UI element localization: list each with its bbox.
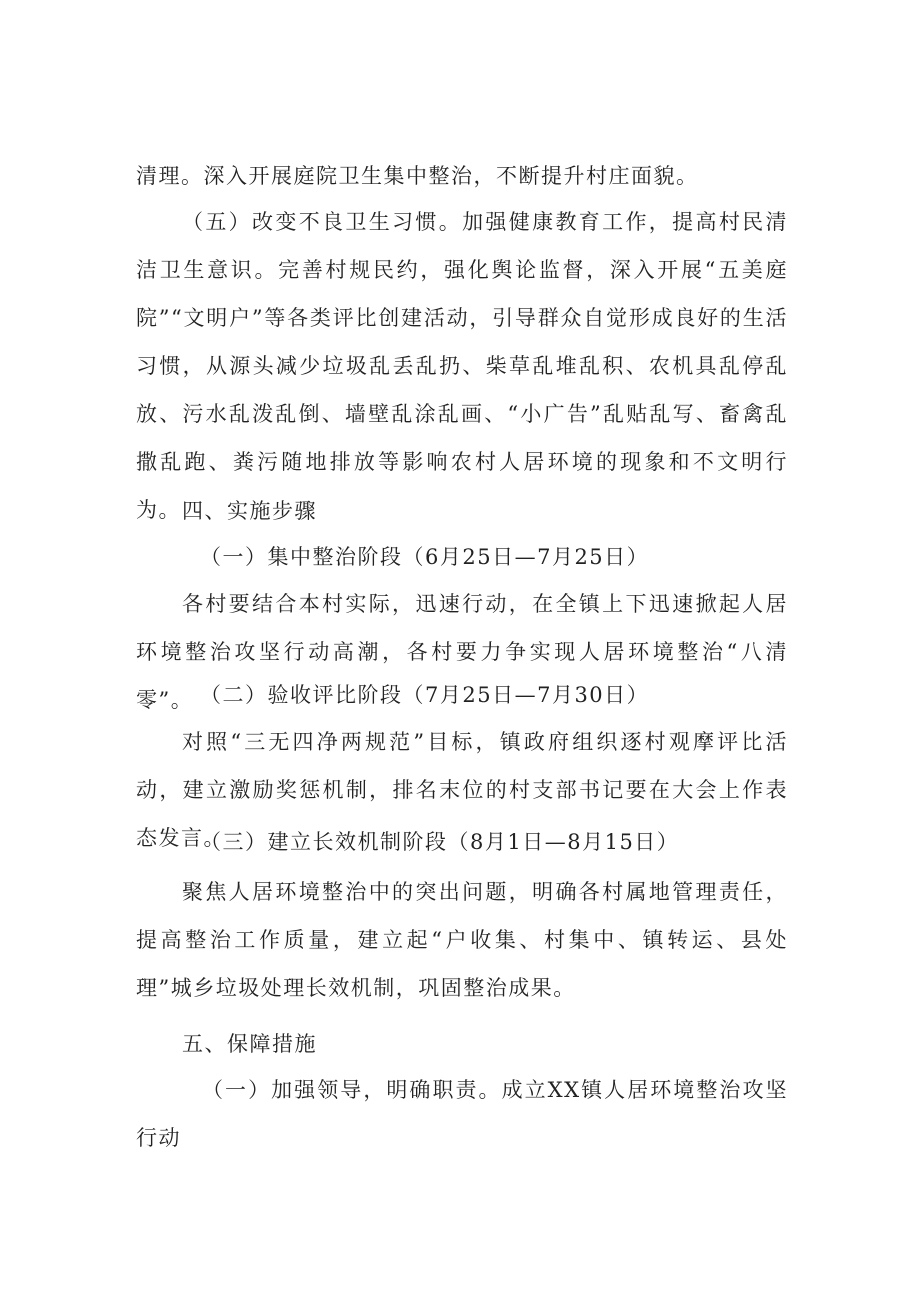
- paragraph-stage-1: 各村要结合本村实际，迅速行动，在全镇上下迅速掀起人居环境整治攻坚行动高潮，各村要力争实现人居环境整治“八清零”。: [136, 592, 788, 712]
- subheading-stage-1: （一）集中整治阶段（6月25日—7月25日）: [200, 545, 650, 569]
- paragraph-leadership: （一）加强领导，明确职责。成立XX镇人居环境整治攻坚行动: [136, 1078, 788, 1150]
- section-heading-steps: 四、实施步骤: [182, 499, 317, 523]
- subheading-stage-2: （二）验收评比阶段（7月25日—7月30日）: [200, 683, 650, 707]
- section-heading-safeguards: 五、保障措施: [182, 1032, 317, 1056]
- paragraph-stage-2: 对照“三无四净两规范”目标，镇政府组织逐村观摩评比活动，建立激励奖惩机制，排名末位的村支部书记要在大会上作表态发言。: [136, 730, 788, 850]
- paragraph-hygiene-habits: （五）改变不良卫生习惯。加强健康教育工作，提高村民清洁卫生意识。完善村规民约，强化舆论监督，深入开展“五美庭院”“文明户”等各类评比创建活动，引导群众自觉形成良好的生活习惯，从源头减少垃圾乱丢乱扔、柴草乱堆乱积、农机具乱停乱放、污水乱泼乱倒、墙壁乱涂乱画、“小广告”乱贴乱写、畜禽乱撒乱跑、粪污随地排放等影响农村人居环境的现象和不文明行为。: [136, 210, 788, 522]
- paragraph-cleanup: 清理。深入开展庭院卫生集中整治，不断提升村庄面貌。: [136, 164, 699, 188]
- subheading-stage-3: （三）建立长效机制阶段（8月1日—8月15日）: [200, 830, 680, 854]
- paragraph-stage-3: 聚焦人居环境整治中的突出问题，明确各村属地管理责任，提高整治工作质量，建立起“户收集、村集中、镇转运、县处理”城乡垃圾处理长效机制，巩固整治成果。: [136, 880, 788, 1000]
